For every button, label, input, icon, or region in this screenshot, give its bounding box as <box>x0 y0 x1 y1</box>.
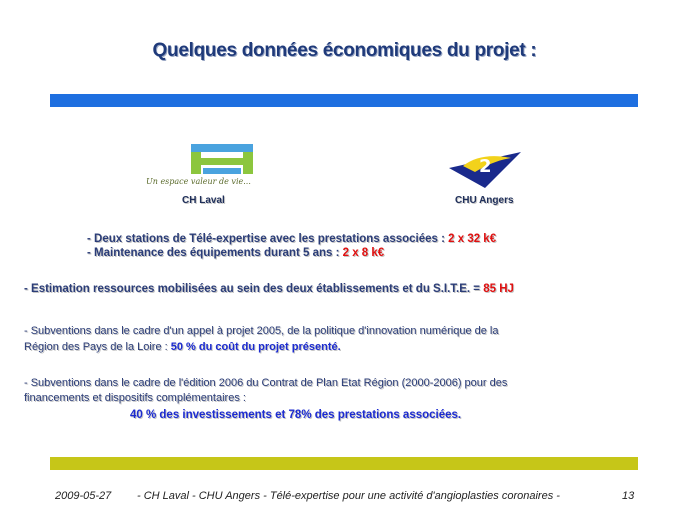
ch-laval-tagline: Un espace valeur de vie... <box>146 177 251 186</box>
bullet-resources-value: 85 HJ <box>483 283 514 295</box>
chu-angers-logo <box>445 142 525 192</box>
bullet-maintenance-text: - Maintenance des équipements durant 5 ans : <box>87 247 343 259</box>
top-divider-bar <box>50 94 638 107</box>
bullet-maintenance <box>87 247 384 259</box>
bullet-stations <box>87 233 496 245</box>
bullet-resources <box>24 283 514 295</box>
footer-page-number: 13 <box>622 490 635 502</box>
subvention-2006-line1: - Subventions dans le cadre de l'édition 2006 du Contrat de Plan Etat Région (2000-2006) pour des <box>24 377 508 389</box>
subvention-2005-label: Région des Pays de la Loire : <box>24 341 171 353</box>
subvention-2006-line2: financements et dispositifs complémentaires : <box>24 392 246 404</box>
footer-text: - CH Laval - CHU Angers - Télé-expertise pour une activité d'angioplasties coronaires - <box>137 490 560 502</box>
bullet-stations-text: - Deux stations de Télé-expertise avec les prestations associées : <box>87 233 449 245</box>
footer-date: 2009-05-27 <box>55 490 112 502</box>
subvention-2005-line2 <box>24 341 341 353</box>
svg-text:2: 2 <box>479 156 492 177</box>
bullet-resources-text: - Estimation ressources mobilisées au sein des deux établissements et du S.I.T.E. = <box>24 283 484 295</box>
chu-angers-caption: CHU Angers <box>455 195 514 206</box>
subvention-2005-value: 50 % du coût du projet présenté. <box>170 341 341 353</box>
subvention-2006-value: 40 % des investissements et 78% des prestations associées. <box>130 409 462 421</box>
bullet-stations-value: 2 x 32 k€ <box>448 233 497 245</box>
bottom-divider-bar <box>50 457 638 470</box>
ch-laval-caption: CH Laval <box>182 195 225 206</box>
slide-title: Quelques données économiques du projet : <box>152 40 537 61</box>
subvention-2005-line1: - Subventions dans le cadre d'un appel à projet 2005, de la politique d'innovation numérique de la <box>24 325 499 337</box>
bullet-maintenance-value: 2 x 8 k€ <box>342 247 385 259</box>
